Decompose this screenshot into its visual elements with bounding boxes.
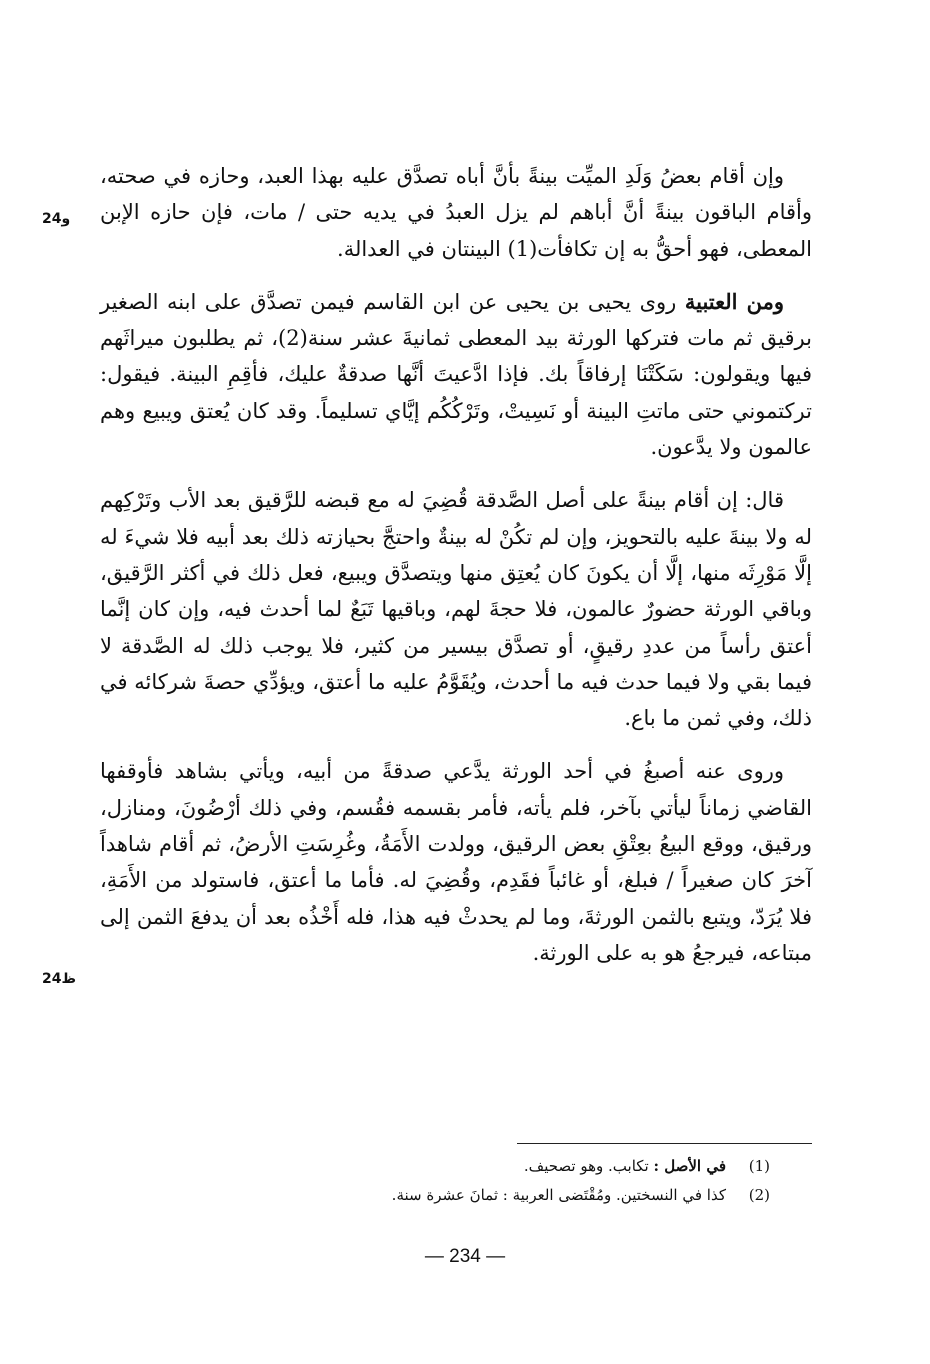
footnote-number: (1): [748, 1157, 770, 1175]
paragraph-1: وإن أقام بعضُ وَلَدِ الميِّت بينةً بأنَّ أباه تصدَّق عليه بهذا العبد، وحازه في صحته، وأقام الباقون بينةً أنَّ أباهم لم يزل العبدُ في يديه حتى / مات، فإن حازه الإبن المعطى، فهو أحقُّ به إن تكافأت(1) البينتان في العدالة.: [100, 164, 812, 261]
paragraph-2: [100, 284, 812, 465]
footnote-divider: [517, 1143, 812, 1144]
paragraph-3: قال: إن أقام بينةً على أصل الصَّدقة قُضِيَ له مع قبضه للرَّقيق بعد الأب وتَرْكِهم له ولا بينةَ عليه بالتحويز، وإن لم تكُنْ له بينةٌ واحتجَّ بحيازته ذلك بعد أبيه فلا شيءَ له إلَّا مَوْرِثَه منها، إلَّا أن يكونَ كان يُعتِق منها ويتصدَّق ويبيع، فعل ذلك في أكثر الرَّقيق، وباقي الورثة حضورٌ عالمون، فلا حجةَ لهم، وباقيها تَبَعٌ لما أحدث فيه، وإن كان إنَّما أعتق رأساً من عددِ رقيقٍ، أو تصدَّق بيسير من كثير، فلا يوجب ذلك له الصَّدقة لا فيما بقي ولا فيما حدث فيه ما أحدث، ويُقَوَّمُ عليه ما أعتق، ويؤدِّي حصةَ شركائه في ذلك، وفي ثمن ما باع.: [100, 488, 812, 731]
footnote-number: (2): [748, 1186, 770, 1204]
paragraph-4: وروى عنه أصبغُ في أحد الورثة يدَّعي صدقةً من أبيه، ويأتي بشاهد فأوقفها القاضي زماناً ليأتي بآخر، فلم يأته، فأمر بقسمه فقُسم، وفي ذلك أرْضُونَ، ومنازل، ورقيق، ووقع البيعُ بعِتْقِ بعض الرقيق، وولدت الأَمَةُ، وغُرِسَتِ الأرضُ، ثم أقام شاهداً آخرَ كان صغيراً / فبلغ، أو غائباً فقَدِم، وقُضِيَ له. فأما ما أعتق، فاستولد من الأَمَةِ، فلا يُرَدّ، ويتبع بالثمن الورثةَ، وما لم يحدثْ فيه هذا، فله أَخْذُه بعد أن يدفعَ الثمن إلى مبتاعه، فيرجعُ هو به على الورثة.: [100, 759, 812, 965]
paragraph-2-text: روى يحيى بن يحيى عن ابن القاسم فيمن تصدَّق على ابنه الصغير برقيق ثم مات فتركها الورثة بيد المعطى ثمانيةَ عشر سنة(2)، ثم يطلبون ميراثَهم فيها ويقولون: سَكَتْنَا إرفاقاً بك. فإذا ادَّعيتَ أنَّها صدقةٌ عليك، فأقِمِ البينة. فيقول: تركتموني حتى ماتتِ البينة أو نَسِيتْ، وتَرْكُكُم إيَّاي تسليماً. وقد كان يُعتق ويبيع وهم عالمون ولا يدَّعون.: [100, 289, 812, 460]
footnotes: [100, 1152, 770, 1210]
page-number: — 234 —: [424, 1246, 506, 1267]
source-heading: ومن العتبية: [684, 288, 785, 314]
footnote-text: تكابب. وهو تصحيف.: [523, 1157, 654, 1175]
footnote-label: في الأصل :: [653, 1157, 726, 1175]
footnote-text: كذا في النسختين. ومُقْتَضى العربية : ثمانَ عشرة سنة.: [391, 1186, 726, 1204]
margin-folio-ref: و24: [42, 211, 71, 227]
main-text: [100, 158, 812, 971]
footnote-1: [100, 1152, 770, 1181]
footnote-2: [100, 1181, 770, 1210]
margin-folio-ref: ظ24: [42, 971, 77, 987]
